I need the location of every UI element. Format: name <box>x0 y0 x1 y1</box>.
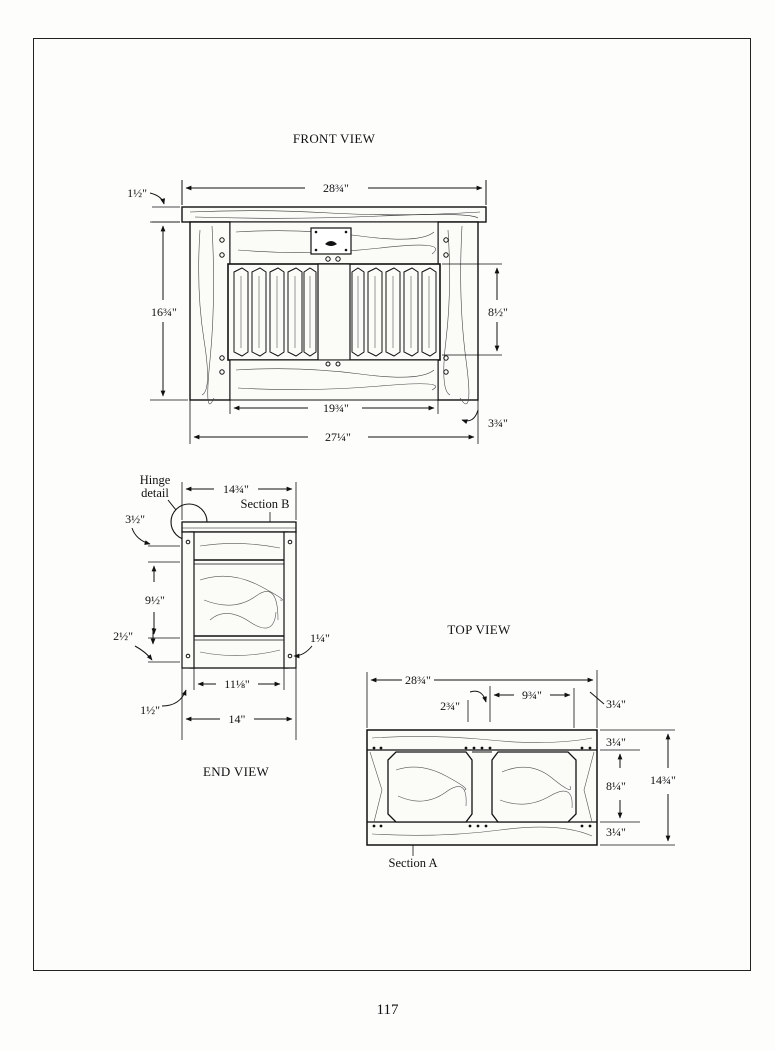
end-view-title: END VIEW <box>202 764 270 779</box>
end-leg-dim: 1½" <box>140 703 160 717</box>
front-opening-width-dim: 19¾" <box>323 401 349 415</box>
hinge-label-line2: detail <box>141 486 169 500</box>
end-panel-dim: 9½" <box>145 593 165 607</box>
front-height-dim: 16¾" <box>151 305 177 319</box>
front-top-thickness-dim: 1½" <box>127 186 147 200</box>
top-overall-width-dim: 28¾" <box>405 673 431 687</box>
front-view <box>127 131 508 444</box>
front-overall-width-dim: 28¾" <box>323 181 349 195</box>
top-overall-depth-dim: 14¾" <box>650 773 676 787</box>
section-b-label: Section B <box>240 497 290 511</box>
end-lower-rail-dim: 2½" <box>113 629 133 643</box>
front-base-width-dim: 27¼" <box>325 430 351 444</box>
end-slat-dim: 1¼" <box>310 631 330 645</box>
top-rail-top-dim: 3¼" <box>606 735 626 749</box>
end-top-depth-dim: 14¾" <box>223 482 249 496</box>
top-edge-dim: 3¼" <box>606 697 626 711</box>
front-panel-height-dim: 8½" <box>488 305 508 319</box>
top-offset-dim: 2¾" <box>440 699 460 713</box>
end-overall-depth-dim: 14" <box>228 712 246 726</box>
end-apron-dim: 3½" <box>125 512 145 526</box>
hinge-label-line1: Hinge <box>139 473 171 487</box>
end-inner-width-dim: 11⅛" <box>224 677 250 691</box>
front-view-title: FRONT VIEW <box>292 131 376 146</box>
end-view <box>113 473 330 779</box>
top-view <box>367 622 676 870</box>
top-middle-dim: 8¼" <box>606 779 626 793</box>
section-a-label: Section A <box>388 856 438 870</box>
page-number: 117 <box>376 1002 399 1018</box>
front-leg-width-dim: 3¾" <box>488 416 508 430</box>
top-view-title: TOP VIEW <box>447 622 511 637</box>
top-span-dim: 9¾" <box>522 688 542 702</box>
top-rail-bottom-dim: 3¼" <box>606 825 626 839</box>
